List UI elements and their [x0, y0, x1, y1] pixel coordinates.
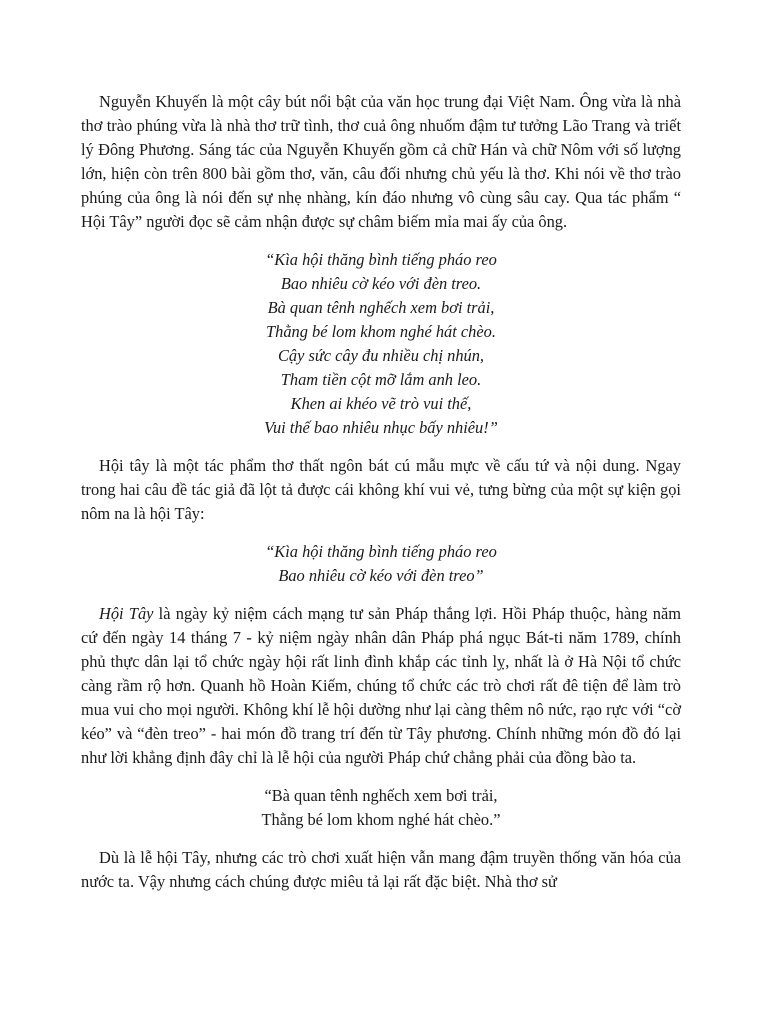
context-text: là ngày kỷ niệm cách mạng tư sản Pháp thắng lợi. Hồi Pháp thuộc, hàng năm cứ đến ngày 14 tháng 7 - kỷ niệm ngày nhân dân Pháp phá ngục Bát-ti năm 1789, chính phủ thực dân lại tổ chức ngày hội rất linh đình khắp các tỉnh lỵ, nhất là ở Hà Nội tổ chức càng rầm rộ hơn. Quanh hồ Hoàn Kiếm, chúng tổ chức các trò chơi rất đê tiện để làm trò mua vui cho mọi người. Không khí lễ hội dường như lại càng thêm nô nức, rạo rực với “cờ kéo” và “đèn treo” - hai món đồ trang trí đến từ Tây phương. Chính những món đồ đó lại như lời khẳng định đây chỉ là lễ hội của người Pháp chứ chẳng phải của đồng bào ta.: [81, 604, 681, 767]
poem-line: “Kìa hội thăng bình tiếng pháo reo: [265, 542, 497, 561]
closing-paragraph: Dù là lễ hội Tây, nhưng các trò chơi xuất hiện vẫn mang đậm truyền thống văn hóa của nước ta. Vậy nhưng cách chúng được miêu tả lại rất đặc biệt. Nhà thơ sử: [81, 848, 681, 891]
poem-line: “Kìa hội thăng bình tiếng pháo reo: [265, 250, 497, 269]
poem-line: Cậy sức cây đu nhiều chị nhún,: [277, 346, 485, 365]
poem-quote-opening: [81, 540, 681, 588]
document-page: [81, 90, 681, 894]
poem-line: Bao nhiêu cờ kéo với đèn treo”: [278, 566, 484, 585]
poem-line: “Bà quan tênh nghếch xem bơi trải,: [264, 786, 498, 805]
poem-line: Bao nhiêu cờ kéo với đèn treo.: [280, 274, 482, 293]
context-paragraph: [81, 602, 681, 770]
poem-line: Bà quan tênh nghếch xem bơi trải,: [267, 298, 495, 317]
poem-line: Thằng bé lom khom nghé hát chèo.”: [261, 810, 501, 829]
poem-line: Khen ai khéo vẽ trò vui thế,: [290, 394, 472, 413]
poem-line: Tham tiền cột mỡ lắm anh leo.: [280, 370, 482, 389]
emphasis-title: Hội Tây: [99, 604, 154, 623]
analysis-paragraph: Hội tây là một tác phẩm thơ thất ngôn bát cú mẫu mực về cấu tứ và nội dung. Ngay trong hai câu đề tác giả đã lột tả được cái không khí vui vẻ, tưng bừng của một sự kiện gọi nôm na là hội Tây:: [81, 456, 681, 523]
intro-paragraph: Nguyễn Khuyến là một cây bút nổi bật của văn học trung đại Việt Nam. Ông vừa là nhà thơ trào phúng vừa là nhà thơ trữ tình, thơ cuả ông nhuốm đậm tư tưởng Lão Trang và triết lý Đông Phương. Sáng tác của Nguyễn Khuyến gồm cả chữ Hán và chữ Nôm với số lượng lớn, hiện còn trên 800 bài gồm thơ, văn, câu đối nhưng chủ yếu là thơ. Khi nói về thơ trào phúng của ông là nói đến sự nhẹ nhàng, kín đáo nhưng vô cùng sâu cay. Qua tác phẩm “ Hội Tây” người đọc sẽ cảm nhận được sự châm biếm mỉa mai ấy của ông.: [81, 92, 681, 231]
poem-full: [81, 248, 681, 440]
poem-line: Vui thế bao nhiêu nhục bấy nhiêu!”: [264, 418, 498, 437]
poem-line: Thằng bé lom khom nghé hát chèo.: [266, 322, 496, 341]
poem-quote-second: [81, 784, 681, 832]
